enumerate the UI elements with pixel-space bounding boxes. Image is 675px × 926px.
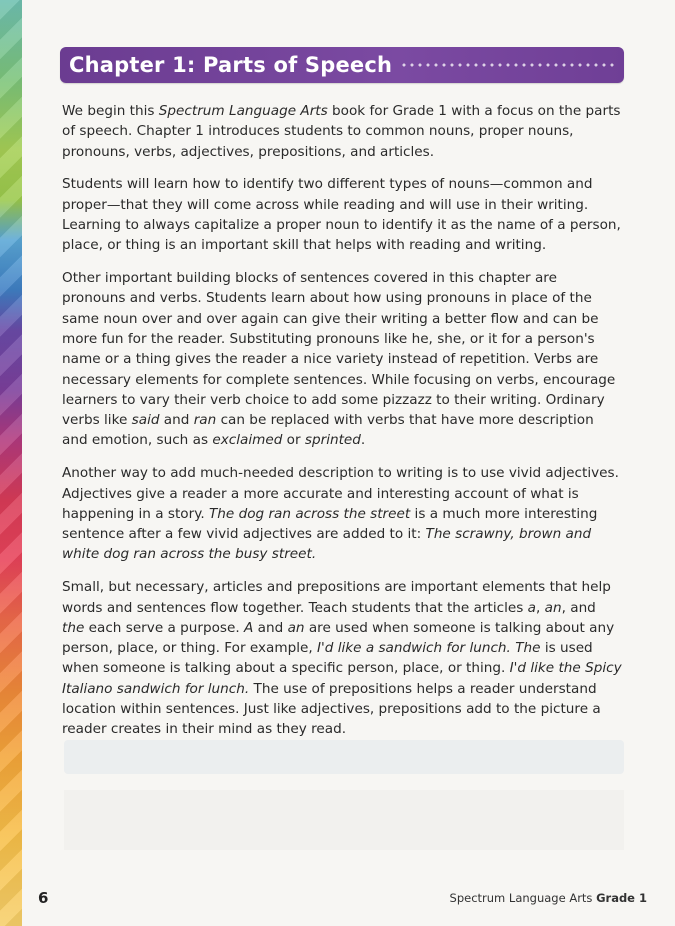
- chapter-banner: [60, 47, 624, 83]
- text-run: are used when someone is talking about any person, place, or thing. For example,: [62, 619, 615, 657]
- text-run: and: [159, 412, 194, 429]
- body-paragraph: [62, 174, 622, 255]
- body-paragraph: [62, 463, 622, 564]
- italic-text-run: I'd like a sandwich for lunch.: [317, 640, 511, 657]
- text-run: is used when someone is talking about a specific person, place, or thing.: [62, 640, 593, 677]
- italic-text-run: I'd like the Spicy Italiano sandwich for lunch.: [62, 660, 622, 697]
- footer-grade: Grade 1: [596, 891, 647, 905]
- text-run: book for Grade 1 with a focus on the parts of speech. Chapter 1 introduces students to common nouns, proper nouns, pronouns, verbs, adjectives, prepositions, and articles.: [62, 103, 621, 160]
- banner-dotted-rule: [400, 62, 614, 68]
- footer-book-title: [450, 891, 647, 905]
- text-run: and: [253, 619, 288, 636]
- italic-text-run: sprinted: [304, 432, 361, 449]
- body-paragraph: [62, 268, 622, 451]
- footer-book-name: Spectrum Language Arts: [449, 891, 597, 905]
- text-run: .: [360, 432, 366, 449]
- italic-text-run: The: [515, 640, 541, 657]
- italic-text-run: The dog ran across the street: [208, 505, 411, 522]
- text-run: Small, but necessary, articles and prepositions are important elements that help words and sentences flow together. Teach students that the articles: [62, 579, 611, 616]
- chapter-body-text: [62, 101, 622, 752]
- page-number: 6: [38, 889, 49, 907]
- text-run: each serve a purpose.: [84, 619, 245, 636]
- italic-text-run: the: [62, 619, 85, 636]
- italic-text-run: ran: [193, 412, 217, 429]
- text-run: Another way to add much-needed description to writing is to use vivid adjectives. Adjectives give a reader a more accurate and interesting account of what is happening in a story.: [62, 465, 619, 522]
- body-paragraph: [62, 101, 622, 162]
- text-run: Other important building blocks of sentences covered in this chapter are pronouns and verbs. Students learn about how using pronouns in place of the same noun over and over again can give their writing a better flow and can be more fun for the reader. Substituting pronouns like he, she, or it for a person's name or a thing gives the reader a nice variety instead of repetition. Verbs are necessary elements for complete sentences. While focusing on verbs, encourage learners to vary their verb choice to add some pizzazz to their writing. Ordinary verbs like: [62, 270, 616, 429]
- italic-text-run: The scrawny, brown and white dog ran across the busy street.: [62, 526, 592, 563]
- italic-text-run: Spectrum Language Arts: [158, 103, 328, 119]
- color-edge-strip: [0, 0, 22, 926]
- italic-text-run: an: [544, 599, 562, 616]
- text-run: is a much more interesting sentence after a few vivid adjectives are added to it:: [62, 505, 598, 543]
- body-paragraph: [62, 577, 622, 739]
- text-run: , and: [561, 599, 596, 616]
- chapter-title: Chapter 1: Parts of Speech: [69, 53, 393, 77]
- italic-text-run: exclaimed: [212, 432, 283, 449]
- italic-text-run: A: [244, 619, 254, 636]
- italic-text-run: an: [287, 619, 305, 636]
- text-run: The use of prepositions helps a reader understand location within sentences. Just like adjectives, prepositions add to the picture a reader creates in their mind as they read.: [62, 680, 601, 738]
- text-run: ,: [535, 599, 545, 616]
- text-run: or: [282, 432, 305, 449]
- show-through-block: [64, 790, 624, 850]
- italic-text-run: said: [131, 412, 160, 429]
- text-run: can be replaced with verbs that have more description and emotion, such as: [62, 412, 594, 449]
- text-run: Students will learn how to identify two different types of nouns—common and proper—that they will come across while reading and will use in their writing. Learning to always capitalize a proper noun to identify it as the name of a person, place, or thing is an important skill that helps with reading and writing.: [62, 176, 621, 254]
- text-run: We begin this: [62, 103, 159, 119]
- italic-text-run: a: [527, 599, 536, 616]
